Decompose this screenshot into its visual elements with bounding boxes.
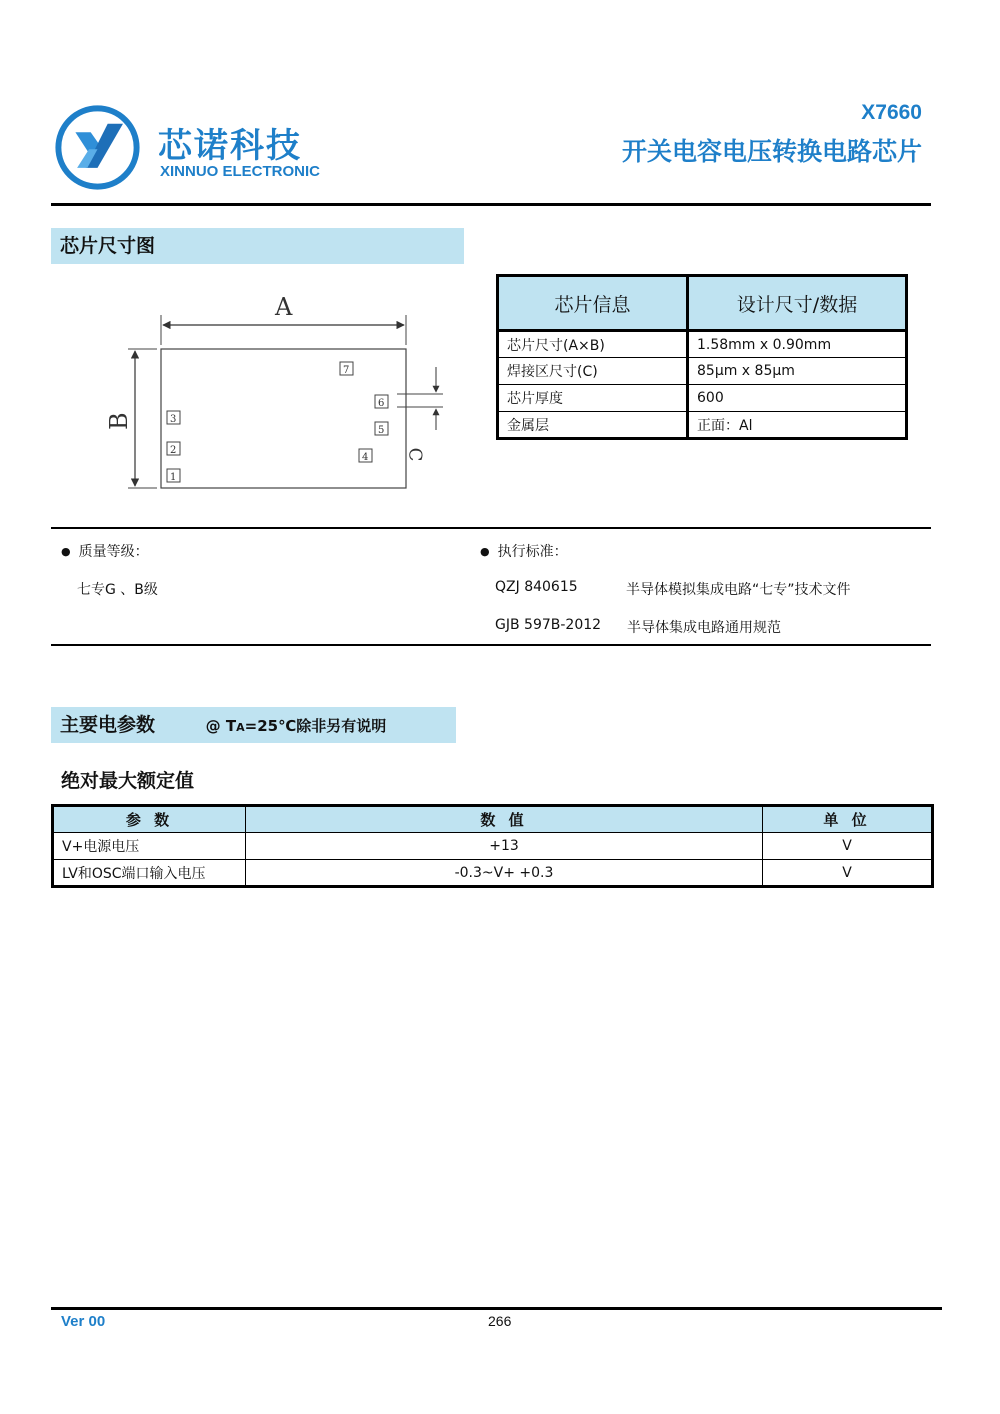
version-label: Ver 00 bbox=[61, 1313, 106, 1330]
header-divider bbox=[51, 203, 931, 206]
condition-prefix: @ T bbox=[205, 717, 237, 735]
footer-divider bbox=[51, 1307, 942, 1310]
amr-cell: LV和OSC端口输入电压 bbox=[53, 860, 246, 887]
amr-cell: V bbox=[763, 860, 933, 887]
abs-max-title: 绝对最大额定值 bbox=[61, 770, 195, 792]
amr-cell: +13 bbox=[246, 833, 763, 860]
info-cell: 85μm x 85μm bbox=[688, 358, 907, 385]
params-section-title: 主要电参数 bbox=[60, 714, 156, 736]
info-header-item: 芯片信息 bbox=[498, 276, 688, 331]
quality-grade-value: 七专G 、B级 bbox=[77, 582, 158, 598]
standard-code-1: QZJ 840615 bbox=[495, 579, 578, 595]
info-cell: 芯片尺寸(A×B) bbox=[498, 331, 688, 358]
params-condition bbox=[206, 717, 387, 735]
table-row bbox=[53, 833, 933, 860]
product-subtitle: 开关电容电压转换电路芯片 bbox=[621, 137, 922, 166]
pads bbox=[167, 362, 388, 482]
pad-label-5: 5 bbox=[378, 425, 385, 436]
chip-info-table bbox=[496, 274, 908, 440]
quality-top-divider bbox=[51, 527, 931, 529]
page-number: 266 bbox=[488, 1313, 512, 1329]
chip-dimension-diagram bbox=[105, 285, 455, 500]
pad-label-4: 4 bbox=[362, 452, 369, 463]
xinnuo-logo-icon bbox=[55, 105, 140, 190]
info-cell: 金属层 bbox=[498, 412, 688, 439]
standard-label: ● 执行标准： bbox=[480, 541, 568, 561]
quality-grade-label: ● 质量等级： bbox=[61, 541, 149, 561]
info-cell: 焊接区尺寸(C) bbox=[498, 358, 688, 385]
quality-bottom-divider bbox=[51, 644, 931, 646]
amr-cell: -0.3~V+ +0.3 bbox=[246, 860, 763, 887]
standard-desc-1: 半导体模拟集成电路“七专”技术文件 bbox=[626, 582, 851, 598]
amr-cell: V+电源电压 bbox=[53, 833, 246, 860]
table-row bbox=[498, 412, 907, 439]
info-cell: 1.58mm x 0.90mm bbox=[688, 331, 907, 358]
dimension-a-label: A bbox=[275, 293, 293, 321]
table-row bbox=[53, 860, 933, 887]
condition-suffix: =25℃除非另有说明 bbox=[244, 717, 387, 735]
params-section-bar bbox=[51, 707, 456, 743]
pad-label-3: 3 bbox=[170, 414, 177, 425]
table-row bbox=[498, 331, 907, 358]
info-cell: 芯片厚度 bbox=[498, 385, 688, 412]
amr-cell: V bbox=[763, 833, 933, 860]
info-cell: 正面：Al bbox=[688, 412, 907, 439]
amr-header-value: 数 值 bbox=[246, 806, 763, 833]
pad-label-6: 6 bbox=[378, 398, 385, 409]
amr-header-param: 参 数 bbox=[53, 806, 246, 833]
table-row bbox=[498, 358, 907, 385]
abs-max-table bbox=[51, 804, 934, 888]
info-cell: 600 bbox=[688, 385, 907, 412]
info-header-value: 设计尺寸/数据 bbox=[688, 276, 907, 331]
standard-code-2: GJB 597B-2012 bbox=[495, 617, 602, 633]
dimension-c-label: C bbox=[404, 447, 426, 462]
pad-label-2: 2 bbox=[170, 445, 177, 456]
brand-name-cn: 芯诺科技 bbox=[158, 126, 302, 166]
pad-label-7: 7 bbox=[343, 365, 350, 376]
table-row bbox=[498, 385, 907, 412]
model-number: X7660 bbox=[861, 101, 922, 124]
amr-header-unit: 单 位 bbox=[763, 806, 933, 833]
die-outline bbox=[161, 349, 406, 488]
standard-desc-2: 半导体集成电路通用规范 bbox=[627, 620, 781, 636]
condition-subscript: A bbox=[236, 721, 245, 734]
dimension-b-label: B bbox=[105, 412, 133, 430]
pad-label-1: 1 bbox=[170, 472, 177, 483]
brand-name-en: XINNUO ELECTRONIC bbox=[160, 163, 321, 180]
chip-section-title: 芯片尺寸图 bbox=[51, 228, 464, 264]
